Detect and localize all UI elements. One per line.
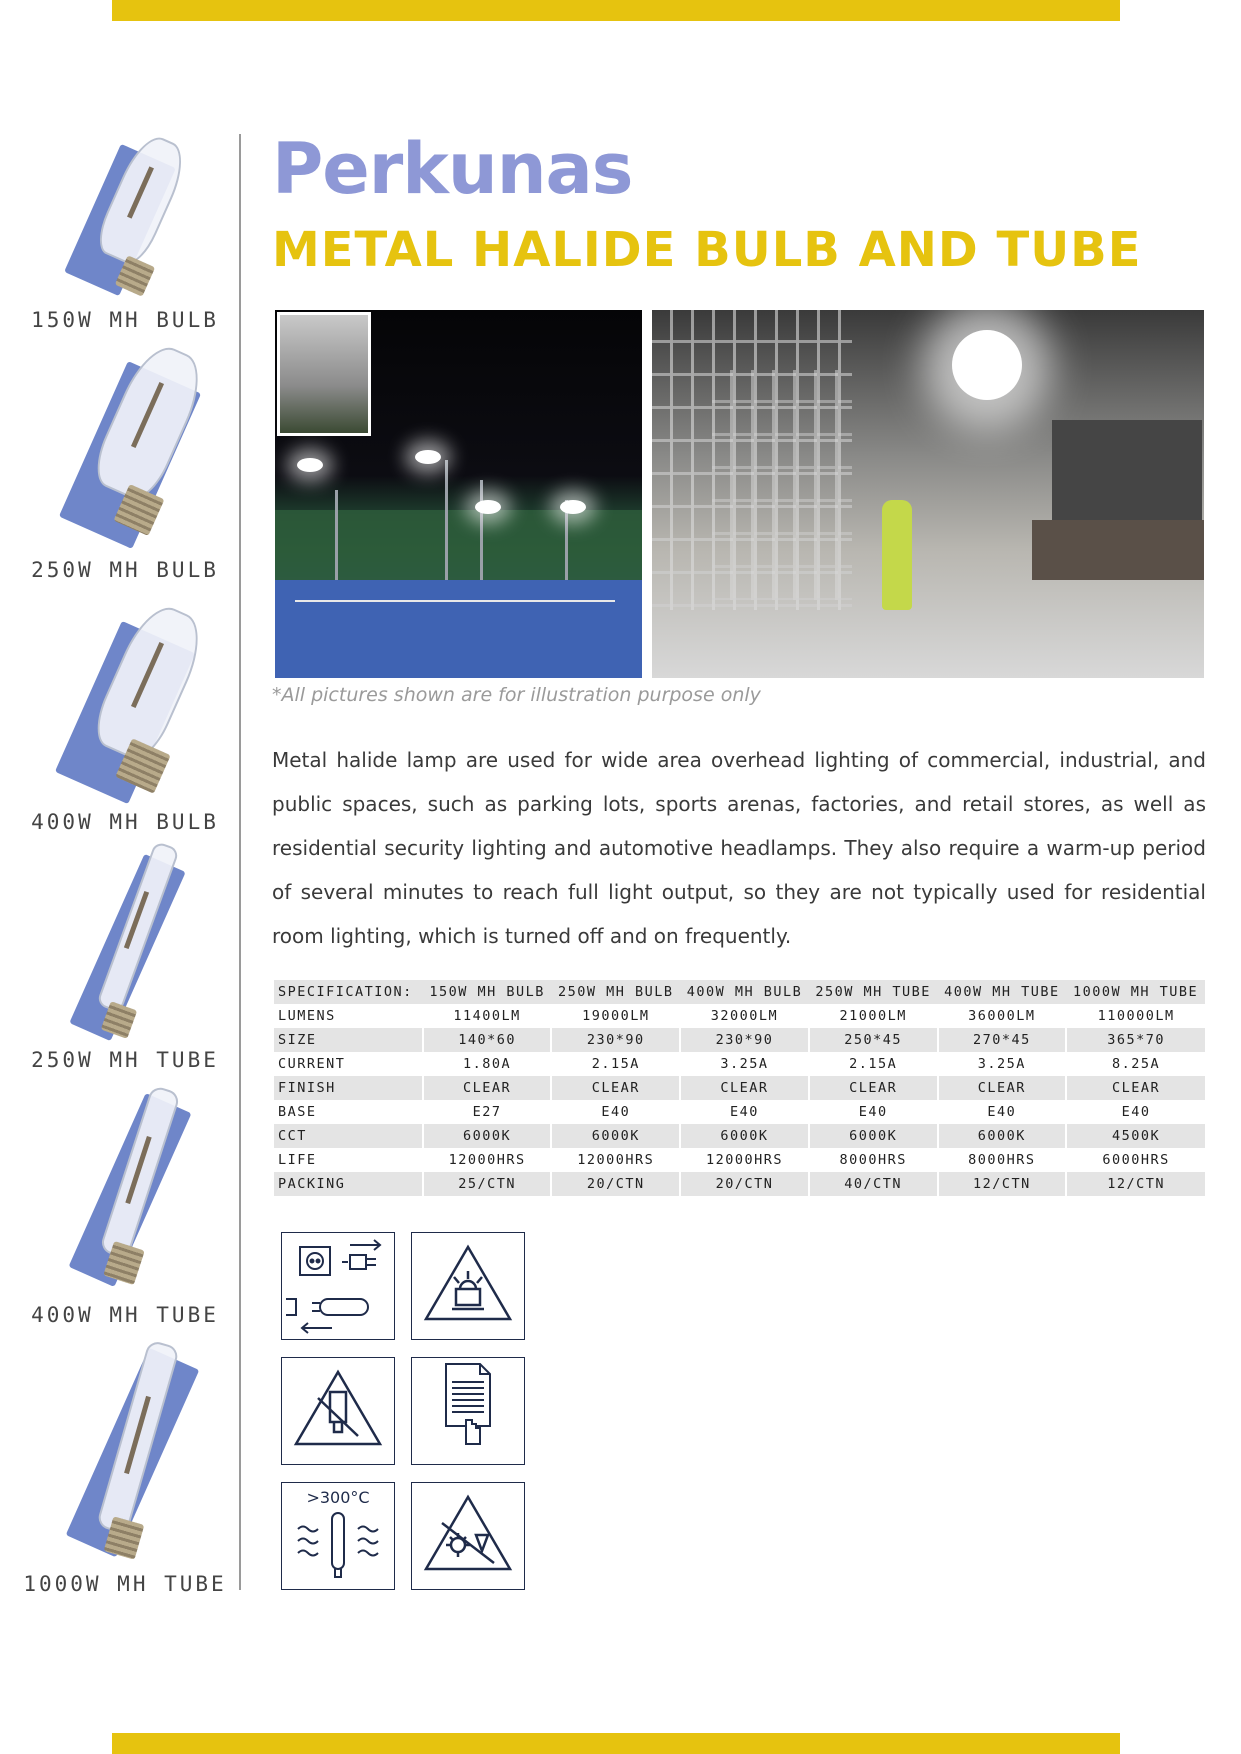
worker-figure	[882, 500, 912, 610]
construction-site-photo	[652, 310, 1204, 678]
bulb-image	[60, 340, 210, 545]
tube-image	[60, 1085, 210, 1285]
table-row	[274, 1172, 1205, 1196]
table-cell: E40	[1066, 1100, 1205, 1124]
table-cell: E40	[809, 1100, 938, 1124]
row-label: CURRENT	[278, 1056, 346, 1072]
table-cell: 140*60	[423, 1028, 552, 1052]
table-cell: 230*90	[680, 1028, 809, 1052]
product-label: 250W MH TUBE	[31, 1048, 219, 1072]
product-label: 400W MH TUBE	[31, 1303, 219, 1327]
table-row	[274, 1124, 1205, 1148]
table-cell: 110000LM	[1066, 1004, 1205, 1028]
row-label: CCT	[274, 1124, 423, 1148]
no-broken-lamp-icon	[411, 1482, 525, 1590]
table-cell: 20/CTN	[680, 1172, 809, 1196]
product-label: 150W MH BULB	[31, 308, 219, 332]
row-label: SIZE	[274, 1028, 423, 1052]
page-title: METAL HALIDE BULB AND TUBE	[272, 222, 1142, 278]
table-row	[274, 1004, 1205, 1028]
row-label: BASE	[278, 1104, 317, 1120]
table-cell: 250*45	[809, 1028, 938, 1052]
table-cell: 2.15A	[551, 1052, 680, 1076]
table-row	[274, 1100, 1205, 1124]
table-cell: 8000HRS	[938, 1148, 1067, 1172]
row-label: PACKING	[274, 1172, 423, 1196]
table-cell: 6000K	[423, 1124, 552, 1148]
table-header-row	[274, 980, 1205, 1004]
table-cell: CLEAR	[938, 1076, 1067, 1100]
table-cell: CLEAR	[680, 1076, 809, 1100]
bulb-image	[60, 130, 210, 300]
table-cell: 230*90	[551, 1028, 680, 1052]
table-cell: 36000LM	[938, 1004, 1067, 1028]
product-1000w-mh-tube	[20, 1340, 230, 1600]
table-cell: 6000K	[938, 1124, 1067, 1148]
table-cell: 6000K	[809, 1124, 938, 1148]
table-cell: E40	[938, 1100, 1067, 1124]
table-cell: E40	[680, 1100, 809, 1124]
column-header: 250W MH TUBE	[809, 980, 938, 1004]
table-cell: 3.25A	[680, 1052, 809, 1076]
table-cell: 20/CTN	[551, 1172, 680, 1196]
table-cell: 2.15A	[809, 1052, 938, 1076]
table-cell: 1.80A	[423, 1052, 552, 1076]
table-cell: 8.25A	[1066, 1052, 1205, 1076]
table-cell: 12000HRS	[551, 1148, 680, 1172]
product-150w-mh-bulb	[20, 130, 230, 340]
table-cell: 8000HRS	[809, 1148, 938, 1172]
column-header: 150W MH BULB	[423, 980, 552, 1004]
table-cell: E40	[551, 1100, 680, 1124]
table-cell: 4500K	[1066, 1124, 1205, 1148]
product-label: 400W MH BULB	[31, 810, 219, 834]
table-row	[274, 1052, 1205, 1076]
read-manual-icon	[411, 1357, 525, 1465]
brand-logo: Perkunas	[272, 128, 633, 210]
table-cell: 3.25A	[938, 1052, 1067, 1076]
table-cell: CLEAR	[551, 1076, 680, 1100]
hot-surface-icon	[281, 1482, 395, 1590]
column-header: 400W MH BULB	[680, 980, 809, 1004]
product-400w-mh-tube	[20, 1085, 230, 1330]
column-header: SPECIFICATION:	[274, 980, 423, 1004]
table-cell: 270*45	[938, 1028, 1067, 1052]
column-header: 250W MH BULB	[551, 980, 680, 1004]
table-cell: 19000LM	[551, 1004, 680, 1028]
table-cell: CLEAR	[1066, 1076, 1205, 1100]
table-cell: CLEAR	[423, 1076, 552, 1100]
product-description: Metal halide lamp are used for wide area overhead lighting of commercial, industrial, and public spaces, such as parking lots, sports arenas, factories, and retail stores, as well as residential security lighting and automotive headlamps. They also require a warm-up period of several minutes to reach full light output, so they are not typically used for residential room lighting, which is turned off and on frequently.	[272, 748, 1206, 948]
table-cell: 12000HRS	[680, 1148, 809, 1172]
column-divider	[239, 134, 241, 1590]
row-label: FINISH	[274, 1076, 423, 1100]
table-row	[274, 1076, 1205, 1100]
no-touch-glass-icon	[281, 1357, 395, 1465]
table-cell: 6000K	[551, 1124, 680, 1148]
tennis-court-photo	[275, 310, 642, 678]
top-accent-bar	[112, 0, 1120, 21]
illustration-disclaimer: *All pictures shown are for illustration purpose only	[272, 684, 761, 706]
unplug-before-change-icon	[281, 1232, 395, 1340]
temperature-label: >300°C	[306, 1488, 370, 1507]
table-row	[274, 1028, 1205, 1052]
table-cell: 32000LM	[680, 1004, 809, 1028]
table-cell: 21000LM	[809, 1004, 938, 1028]
table-cell: 25/CTN	[423, 1172, 552, 1196]
tube-image	[60, 840, 210, 1040]
product-250w-mh-bulb	[20, 340, 230, 580]
table-cell: 11400LM	[423, 1004, 552, 1028]
table-cell: 6000HRS	[1066, 1148, 1205, 1172]
floodlight-inset-photo	[277, 312, 371, 436]
table-cell: 12000HRS	[423, 1148, 552, 1172]
product-250w-mh-tube	[20, 840, 230, 1080]
bottom-accent-bar	[112, 1733, 1120, 1754]
table-cell: 365*70	[1066, 1028, 1205, 1052]
table-row	[274, 1148, 1205, 1172]
table-cell: 12/CTN	[1066, 1172, 1205, 1196]
column-header: 1000W MH TUBE	[1066, 980, 1205, 1004]
tube-image	[60, 1340, 210, 1560]
column-header: 400W MH TUBE	[938, 980, 1067, 1004]
row-label: LIFE	[278, 1152, 317, 1168]
table-cell: 12/CTN	[938, 1172, 1067, 1196]
table-cell: 40/CTN	[809, 1172, 938, 1196]
bulb-image	[60, 605, 210, 795]
product-400w-mh-bulb	[20, 605, 230, 835]
product-label: 250W MH BULB	[31, 558, 219, 582]
table-cell: E27	[423, 1100, 552, 1124]
table-cell: 6000K	[680, 1124, 809, 1148]
table-cell: CLEAR	[809, 1076, 938, 1100]
row-label: LUMENS	[278, 1008, 336, 1024]
ignition-hazard-icon	[411, 1232, 525, 1340]
specification-table	[274, 980, 1205, 1196]
product-label: 1000W MH TUBE	[23, 1572, 227, 1596]
